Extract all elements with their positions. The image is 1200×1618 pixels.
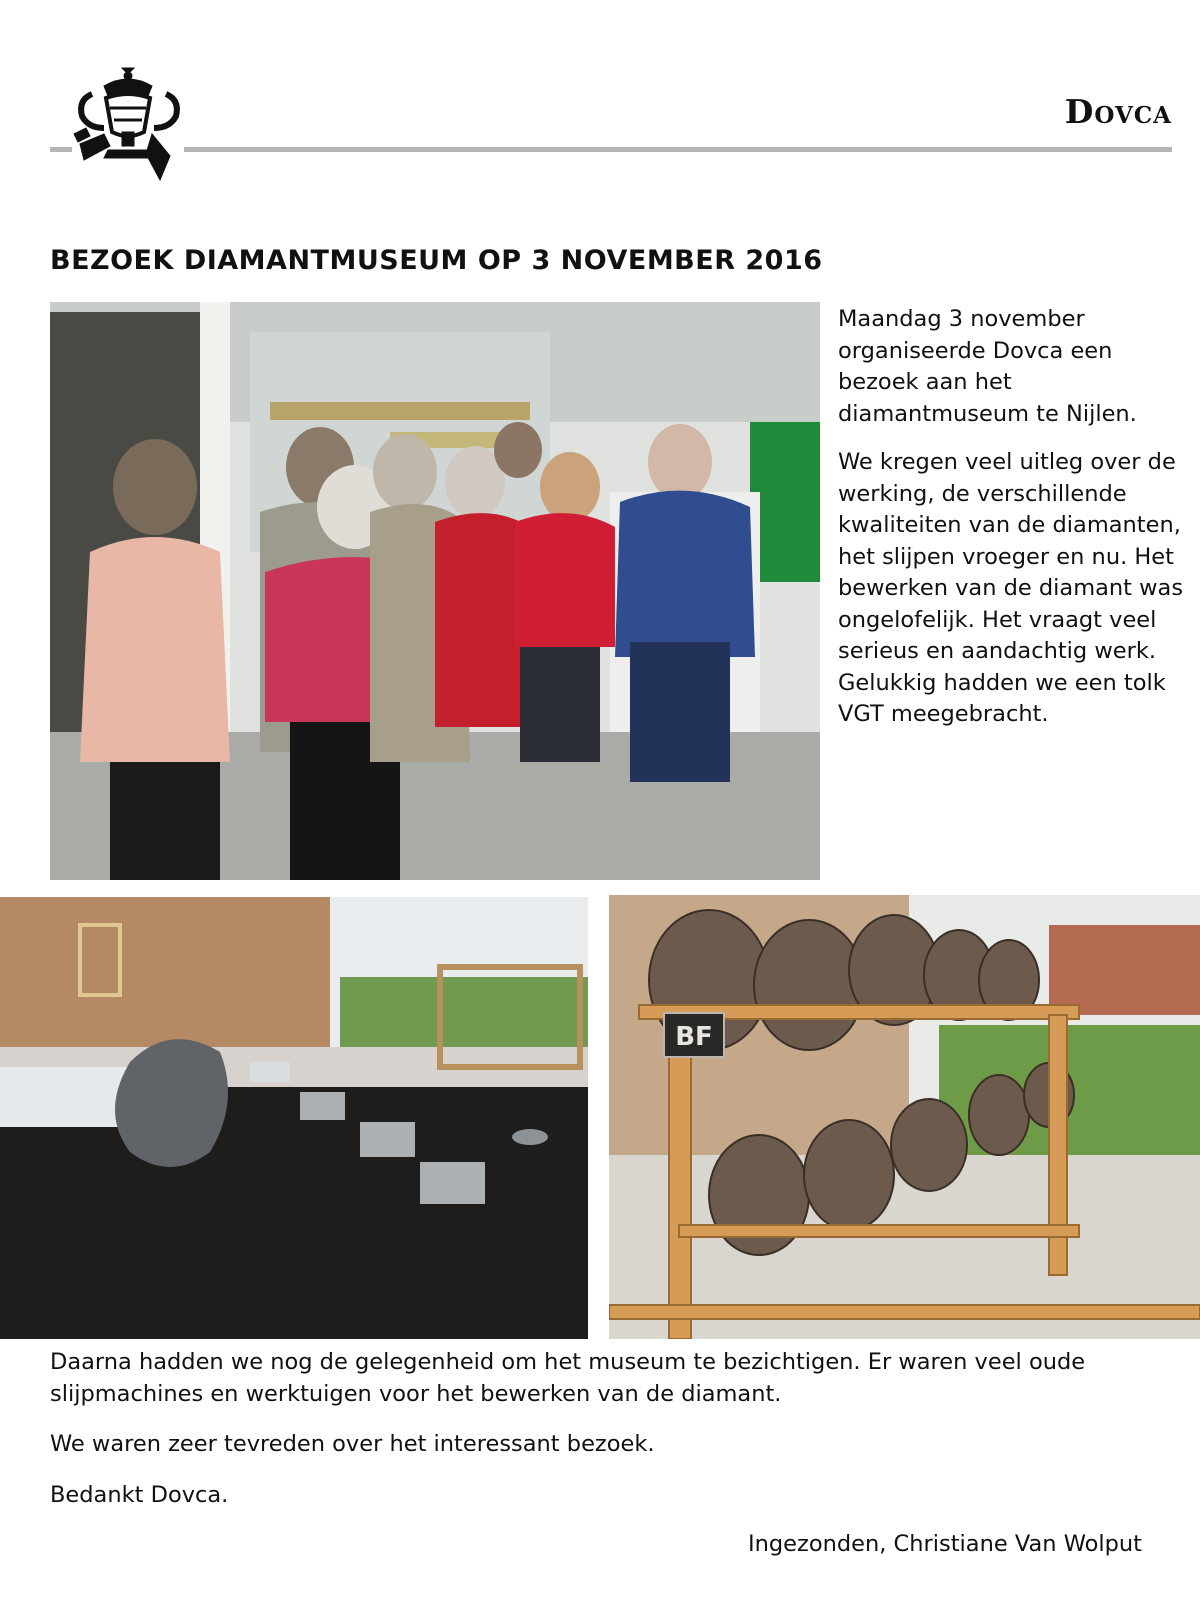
closing-paragraph: Daarna hadden we nog de gelegenheid om het museum te bezichtigen. Er waren veel oude slijpmachines en werktuigen voor het bewerken van de diamant. <box>50 1349 1086 1407</box>
closing-paragraph: Bedankt Dovca. <box>50 1481 229 1508</box>
machine-sign-label: BF <box>675 1022 713 1052</box>
header-rule-left <box>50 147 72 152</box>
header-rule <box>184 147 1172 152</box>
organization-name: Dovca <box>1064 92 1172 131</box>
intro-text <box>838 304 1188 748</box>
article-title: BEZOEK DIAMANTMUSEUM OP 3 NOVEMBER 2016 <box>50 245 823 276</box>
grinding-machines-photo <box>609 895 1200 1339</box>
diamond-display-photo <box>0 897 588 1339</box>
intro-paragraph: Maandag 3 november organiseerde Dovca een bezoek aan het diamantmuseum te Nijlen. <box>838 306 1137 427</box>
trophy-cup-logo-icon <box>70 64 188 186</box>
group-photo <box>50 302 820 880</box>
page-header <box>0 0 1200 200</box>
closing-text <box>50 1347 1180 1530</box>
closing-paragraph: We waren zeer tevreden over het interessant bezoek. <box>50 1431 655 1457</box>
intro-paragraph: We kregen veel uitleg over de werking, de verschillende kwaliteiten van de diamanten, het slijpen vroeger en nu. Het bewerken van de diamant was ongelofelijk. Het vraagt veel serieus en aandachtig werk. Gelukkig hadden we een tolk VGT meegebracht. <box>838 449 1184 727</box>
signature: Ingezonden, Christiane Van Wolput <box>747 1531 1142 1557</box>
